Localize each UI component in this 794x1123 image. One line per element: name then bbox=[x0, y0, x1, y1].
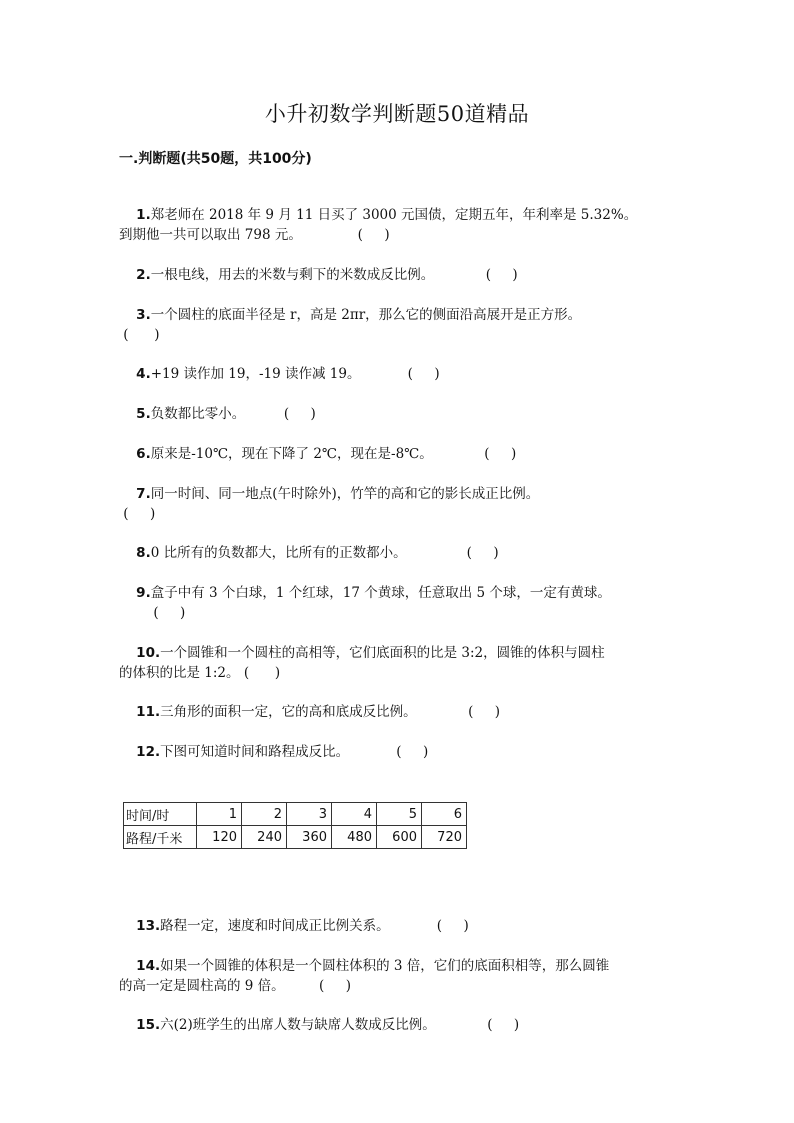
question-text: 负数都比零小。 bbox=[150, 406, 246, 422]
question-number: 3. bbox=[136, 307, 151, 323]
question-text: 路程一定，速度和时间成正比例关系。 bbox=[160, 918, 390, 934]
answer-blank[interactable]: ( ) bbox=[416, 704, 501, 720]
answer-blank[interactable]: ( ) bbox=[434, 267, 518, 283]
table-cell: 360 bbox=[287, 826, 332, 849]
answer-blank[interactable]: ( ) bbox=[435, 1017, 520, 1033]
table-row-header: 路程/千米 bbox=[124, 826, 197, 849]
table-cell: 2 bbox=[242, 803, 287, 826]
question-text: 0 比所有的负数都大，比所有的正数都小。 bbox=[150, 545, 407, 561]
table-cell: 120 bbox=[197, 826, 242, 849]
question-text: 盒子中有 3 个白球，1 个红球，17 个黄球，任意取出 5 个球，一定有黄球。 bbox=[150, 585, 611, 601]
answer-blank[interactable]: ( ) bbox=[301, 227, 390, 243]
question-number: 14. bbox=[136, 958, 161, 974]
table-cell: 600 bbox=[377, 826, 422, 849]
question-text: 同一时间、同一地点(午时除外)，竹竿的高和它的影长成正比例。 bbox=[150, 486, 540, 502]
question-text: 一根电线，用去的米数与剩下的米数成反比例。 bbox=[150, 267, 435, 283]
question-text: 原来是-10℃，现在下降了 2℃，现在是-8℃。 bbox=[150, 446, 433, 462]
table-cell: 6 bbox=[422, 803, 467, 826]
question-text: 郑老师在 2018 年 9 月 11 日买了 3000 元国债，定期五年，年利率是 5.32%。 到期他一共可以取出 798 元。 bbox=[119, 207, 638, 243]
question-text: +19 读作加 19，-19 读作减 19。 bbox=[150, 366, 361, 382]
question-text: 一个圆柱的底面半径是 r，高是 2πr，那么它的侧面沿高展开是正方形。 bbox=[150, 307, 582, 323]
answer-blank[interactable]: ( ) bbox=[349, 744, 429, 760]
question-number: 8. bbox=[136, 545, 151, 561]
time-distance-table bbox=[123, 802, 467, 849]
table-cell: 3 bbox=[287, 803, 332, 826]
section-heading: 一.判断题(共50题，共100分) bbox=[119, 151, 312, 167]
table-cell: 4 bbox=[332, 803, 377, 826]
answer-blank[interactable]: ( ) bbox=[239, 665, 281, 681]
table-row bbox=[124, 803, 467, 826]
answer-blank[interactable]: ( ) bbox=[406, 545, 499, 561]
answer-blank[interactable]: ( ) bbox=[119, 327, 160, 343]
table-cell: 480 bbox=[332, 826, 377, 849]
question-text: 下图可知道时间和路程成反比。 bbox=[160, 744, 350, 760]
answer-blank[interactable]: ( ) bbox=[389, 918, 469, 934]
question-text: 一个圆锥和一个圆柱的高相等，它们底面积的比是 3:2，圆锥的体积与圆柱 的体积的比是 1:2。 bbox=[119, 645, 605, 681]
question-number: 7. bbox=[136, 486, 151, 502]
answer-blank[interactable]: ( ) bbox=[119, 605, 186, 621]
question-number: 5. bbox=[136, 406, 151, 422]
question-number: 11. bbox=[136, 704, 161, 720]
answer-blank[interactable]: ( ) bbox=[284, 978, 351, 994]
question-number: 12. bbox=[136, 744, 161, 760]
question-number: 4. bbox=[136, 366, 151, 382]
table-cell: 720 bbox=[422, 826, 467, 849]
question-number: 6. bbox=[136, 446, 151, 462]
question-number: 15. bbox=[136, 1017, 161, 1033]
answer-blank[interactable]: ( ) bbox=[119, 506, 156, 522]
table-cell: 240 bbox=[242, 826, 287, 849]
question-number: 1. bbox=[136, 207, 151, 223]
table-row bbox=[124, 826, 467, 849]
page-title: 小升初数学判断题50道精品 bbox=[264, 102, 530, 126]
table-cell: 5 bbox=[377, 803, 422, 826]
table-cell: 1 bbox=[197, 803, 242, 826]
question-15 bbox=[119, 995, 689, 1055]
answer-blank[interactable]: ( ) bbox=[432, 446, 517, 462]
question-text: 六(2)班学生的出席人数与缺席人数成反比例。 bbox=[160, 1017, 436, 1033]
question-text: 如果一个圆锥的体积是一个圆柱体积的 3 倍，它们的底面积相等，那么圆锥 的高一定是圆柱高的 9 倍。 bbox=[119, 958, 610, 994]
answer-blank[interactable]: ( ) bbox=[245, 406, 316, 422]
question-number: 10. bbox=[136, 645, 161, 661]
table-row-header: 时间/时 bbox=[124, 803, 197, 826]
question-number: 13. bbox=[136, 918, 161, 934]
question-12 bbox=[119, 722, 689, 782]
question-number: 9. bbox=[136, 585, 151, 601]
question-text: 三角形的面积一定，它的高和底成反比例。 bbox=[160, 704, 417, 720]
question-number: 2. bbox=[136, 267, 151, 283]
answer-blank[interactable]: ( ) bbox=[360, 366, 440, 382]
